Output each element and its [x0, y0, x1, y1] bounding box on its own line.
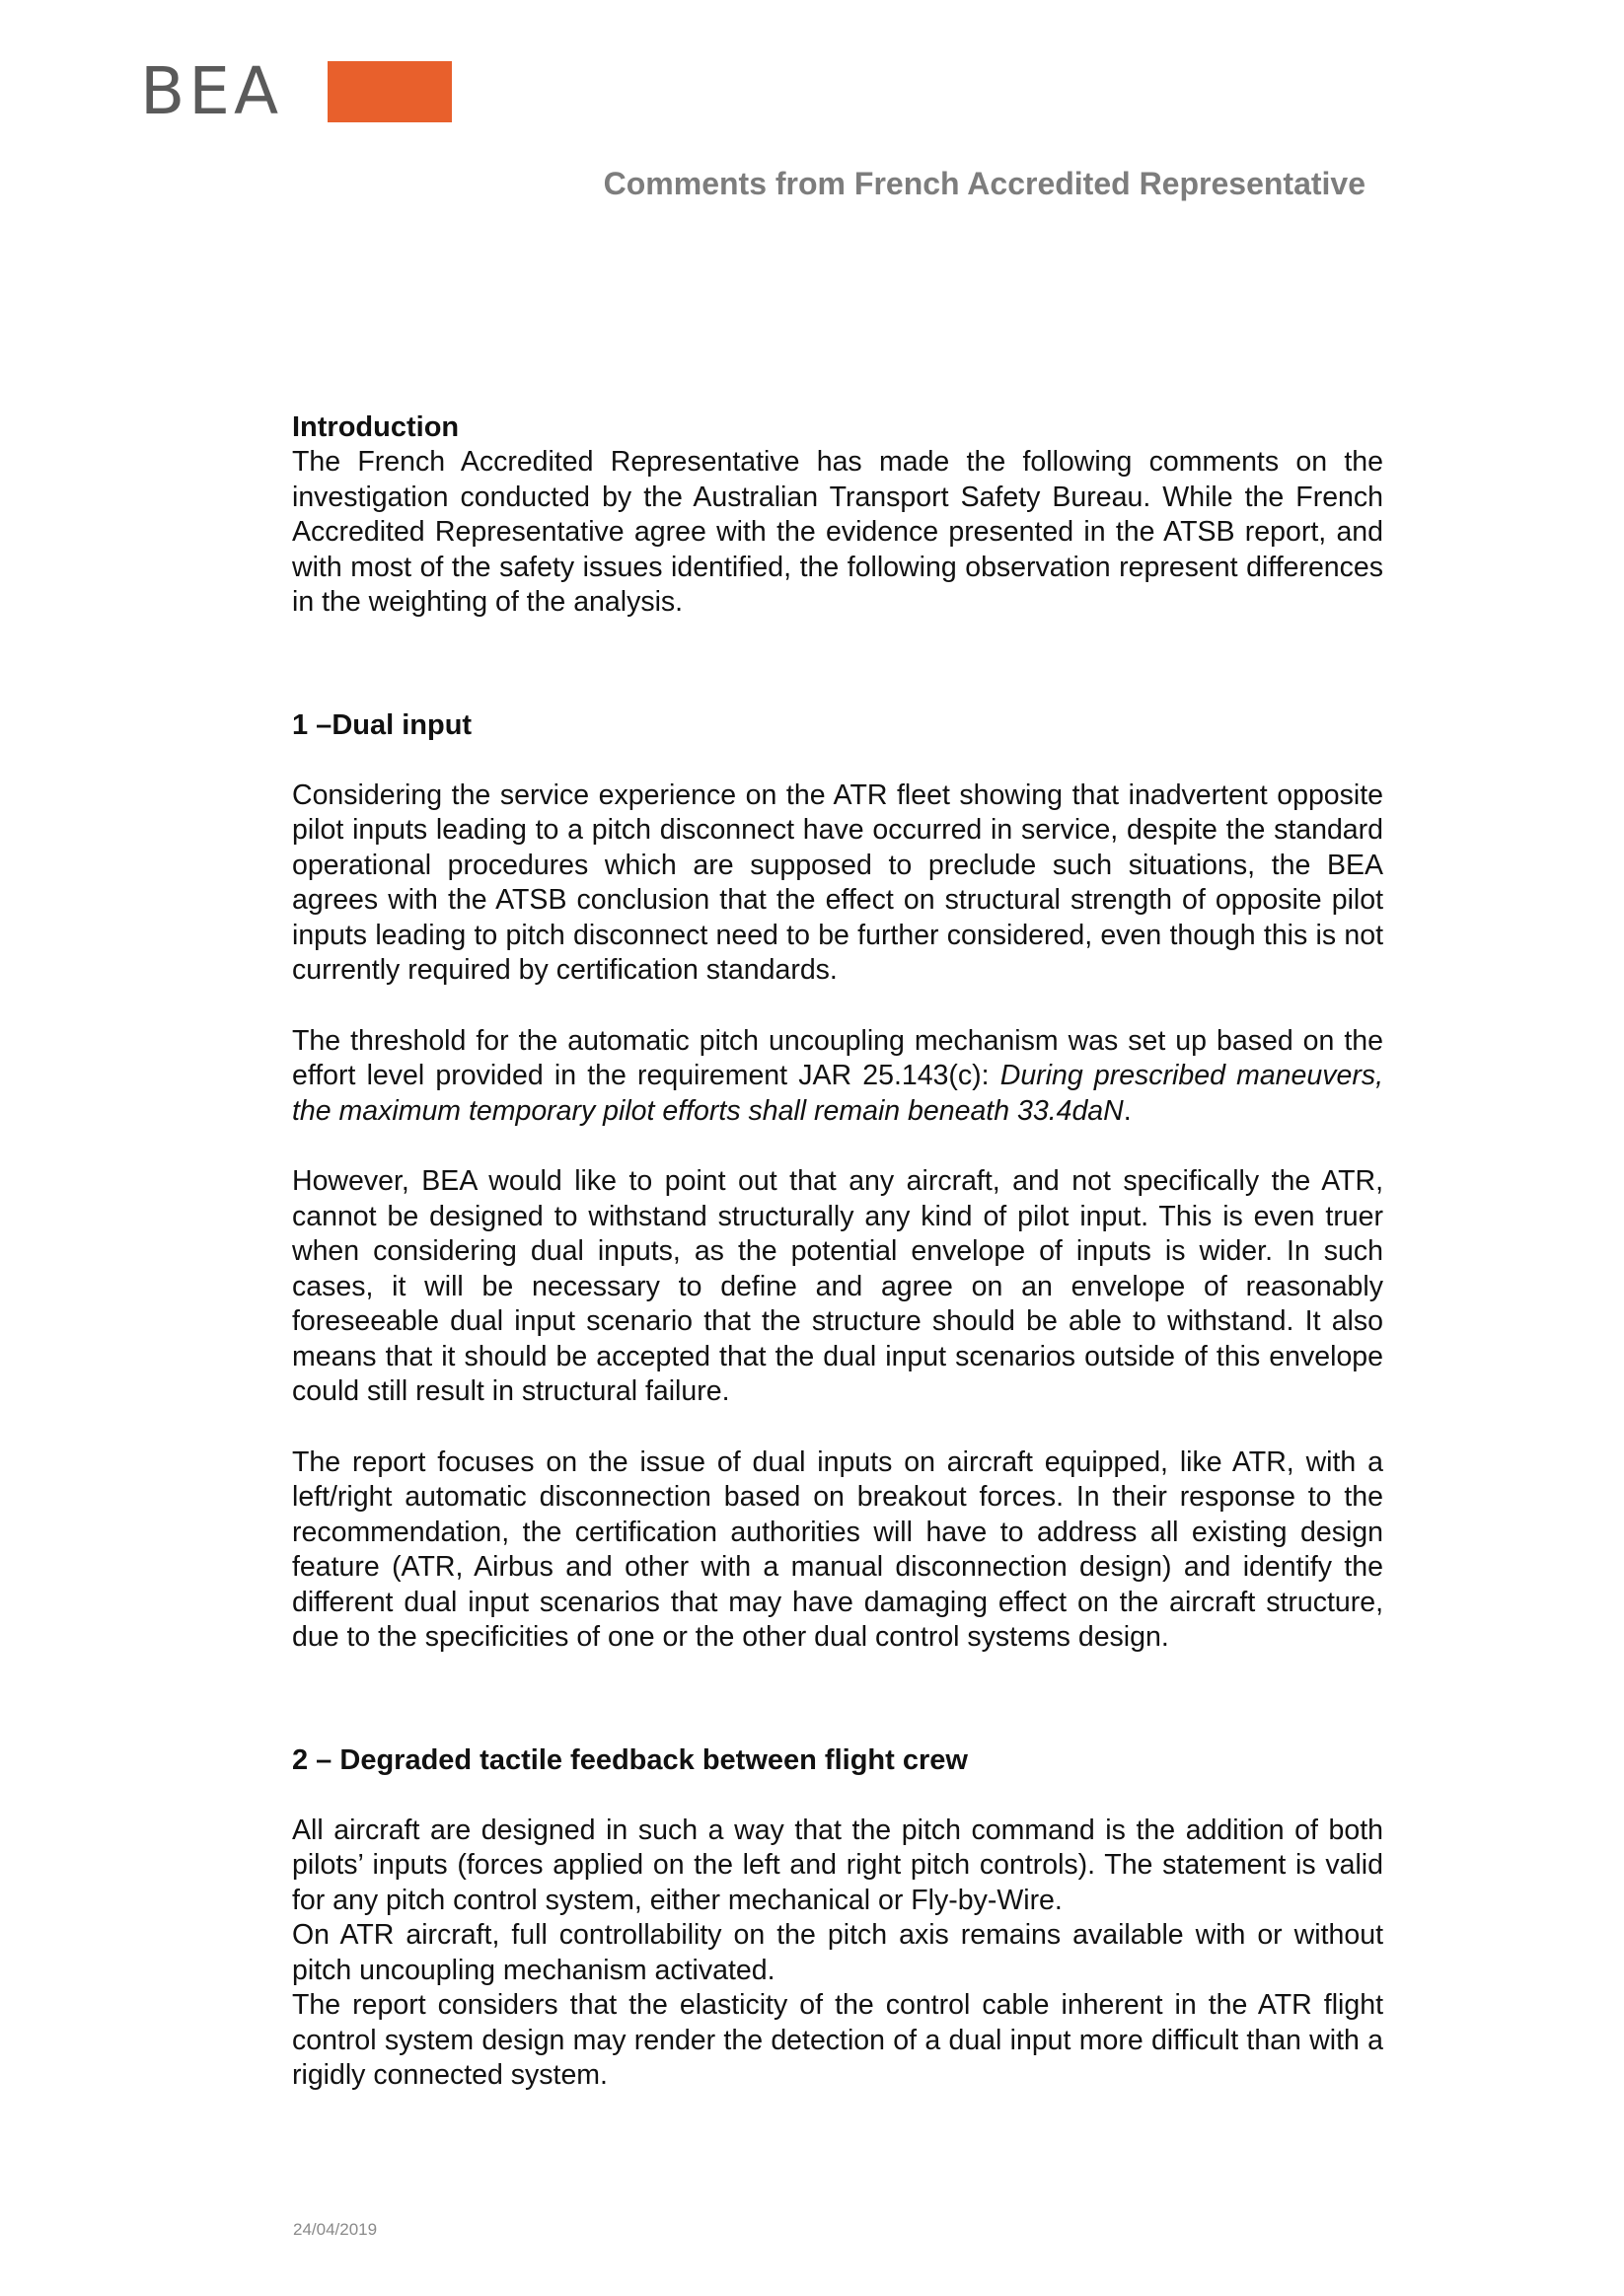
section-1-paragraph-2-text: The threshold for the automatic pitch uncoupling mechanism was set up based on the effort level provided in the requirement JAR 25.143(c): [292, 1024, 1383, 1091]
section-2-heading: 2 – Degraded tactile feedback between flight crew [292, 1743, 968, 1776]
bea-logo-text: BEA [140, 53, 283, 129]
page-header-title: Comments from French Accredited Representative [603, 166, 1366, 201]
footer-date: 24/04/2019 [293, 2220, 378, 2239]
bea-logo [140, 53, 456, 129]
introduction-paragraph: The French Accredited Representative has made the following comments on the investigation conducted by the Australian Transport Safety Bureau. While the French Accredited Representative agree with the evidence presented in the ATSB report, and with most of the safety issues identified, the following observation represent differences in the weighting of the analysis. [292, 446, 1383, 618]
section-1-paragraph-2 [292, 1024, 1383, 1130]
document-body [292, 409, 1383, 2094]
introduction-heading: Introduction [292, 411, 460, 443]
section-1-heading: 1 –Dual input [292, 708, 473, 741]
section-1-paragraph-3: However, BEA would like to point out that any aircraft, and not specifically the ATR, cannot be designed to withstand structurally any kind of pilot input. This is even truer when considering dual inputs, as the potential envelope of inputs is wider. In such cases, it will be necessary to define and agree on an envelope of reasonably foreseeable dual input scenario that the structure should be able to withstand. It also means that it should be accepted that the dual input scenarios outside of this envelope could still result in structural failure. [292, 1165, 1383, 1407]
section-2-paragraph-2: On ATR aircraft, full controllability on the pitch axis remains available with or without pitch uncoupling mechanism activated. [292, 1919, 1383, 1986]
section-1-paragraph-2-end: . [1123, 1094, 1132, 1127]
section-2-paragraph-1: All aircraft are designed in such a way that the pitch command is the addition of both pilots’ inputs (forces applied on the left and right pitch controls). The statement is valid for any pitch control system, either mechanical or Fly-by-Wire. [292, 1814, 1383, 1916]
section-1-paragraph-4: The report focuses on the issue of dual inputs on aircraft equipped, like ATR, with a left/right automatic disconnection based on breakout forces. In their response to the recommendation, the certification authorities will have to address all existing design feature (ATR, Airbus and other with a manual disconnection design) and identify the different dual input scenarios that may have damaging effect on the aircraft structure, due to the specificities of one or the other dual control systems design. [292, 1445, 1383, 1653]
section-1-paragraph-1: Considering the service experience on the ATR fleet showing that inadvertent opposite pilot inputs leading to a pitch disconnect have occurred in service, despite the standard operational procedures which are supposed to preclude such situations, the BEA agrees with the ATSB conclusion that the effect on structural strength of opposite pilot inputs leading to pitch disconnect need to be further considered, even though this is not currently required by certification standards. [292, 778, 1383, 986]
bea-logo-orange-block [328, 61, 452, 122]
section-2-paragraph-3: The report considers that the elasticity of the control cable inherent in the ATR flight control system design may render the detection of a dual input more difficult than with a rigidly connected system. [292, 1989, 1383, 2091]
jar-requirement-quote: During prescribed maneuvers, the maximum temporary pilot efforts shall remain beneath 33.4daN [292, 1060, 1383, 1127]
